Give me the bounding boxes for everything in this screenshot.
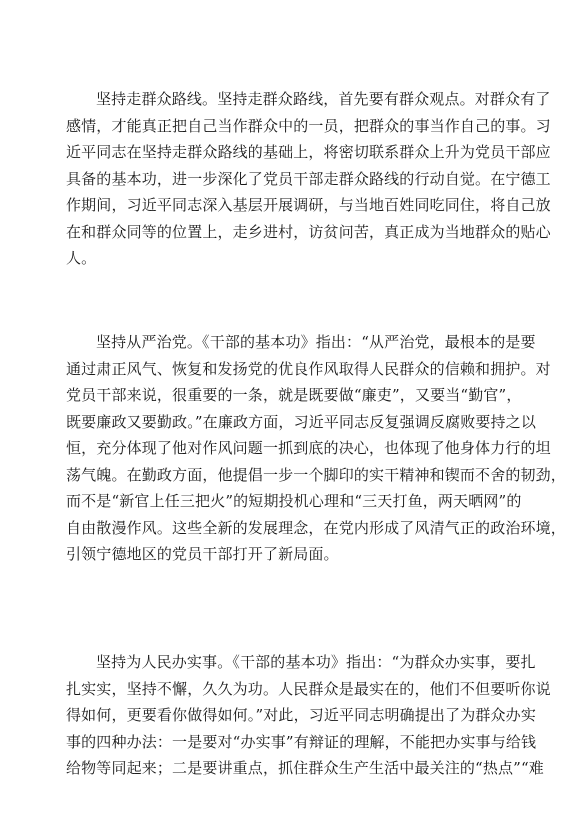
paragraph-line: 扎实实，坚持不懈，久久为功。人民群众是最实在的，他们不但要听你说 bbox=[66, 679, 551, 698]
paragraph-line: 具备的基本功，进一步深化了党员干部走群众路线的行动自觉。在宁德工 bbox=[66, 169, 551, 188]
paragraph-line: 近平同志在坚持走群众路线的基础上，将密切联系群众上升为党员干部应 bbox=[66, 143, 551, 161]
paragraph-line: 恒，充分体现了他对作风问题一抓到底的决心，也体现了他身体力行的坦 bbox=[66, 439, 551, 457]
paragraph-line: 在和群众同等的位置上，走乡进村，访贫问苦，真正成为当地群众的贴心 bbox=[66, 222, 551, 241]
paragraph-line: 既要廉政又要勤政。”在廉政方面，习近平同志反复强调反腐败要持之以 bbox=[66, 412, 536, 431]
paragraph-practical-work bbox=[66, 649, 551, 782]
paragraph-line: 给物等同起来；二是要讲重点，抓住群众生产生活中最关注的“热点”“难 bbox=[66, 759, 544, 777]
paragraph-line: 通过肃正风气、恢复和发扬党的优良作风取得人民群众的信赖和拥护。对 bbox=[66, 359, 551, 378]
paragraph-line: 自由散漫作风。这些全新的发展理念，在党内形成了风清气正的政治环境， bbox=[66, 518, 566, 537]
paragraph-line: 作期间，习近平同志深入基层开展调研，与当地百姓同吃同住，将自己放 bbox=[66, 196, 551, 214]
paragraph-line: 而不是“新官上任三把火”的短期投机心理和“三天打鱼，两天晒网”的 bbox=[66, 492, 522, 510]
paragraph-strict-governance bbox=[66, 329, 566, 568]
paragraph-line: 得如何，更要看你做得如何。”对此，习近平同志明确提出了为群众办实 bbox=[66, 706, 536, 724]
paragraph-line: 人。 bbox=[66, 249, 97, 267]
paragraph-line: 坚持走群众路线。坚持走群众路线，首先要有群众观点。对群众有了 bbox=[96, 90, 551, 108]
paragraph-line: 坚持为人民办实事。《干部的基本功》指出：“为群众办实事，要扎 bbox=[96, 653, 536, 671]
paragraph-line: 感情，才能真正把自己当作群众中的一员，把群众的事当作自己的事。习 bbox=[66, 116, 551, 135]
paragraph-line: 事的四种办法：一是要对“办实事”有辩证的理解，不能把办实事与给钱 bbox=[66, 732, 537, 751]
paragraph-mass-line bbox=[66, 86, 551, 272]
paragraph-line: 引领宁德地区的党员干部打开了新局面。 bbox=[66, 545, 339, 563]
paragraph-line: 荡气魄。在勤政方面，他提倡一步一个脚印的实干精神和锲而不舍的韧劲， bbox=[66, 465, 566, 484]
paragraph-line: 坚持从严治党。《干部的基本功》指出：“从严治党，最根本的是要 bbox=[96, 333, 536, 351]
paragraph-line: 党员干部来说，很重要的一条，就是既要做“廉吏”，又要当“勤官”， bbox=[66, 386, 522, 404]
